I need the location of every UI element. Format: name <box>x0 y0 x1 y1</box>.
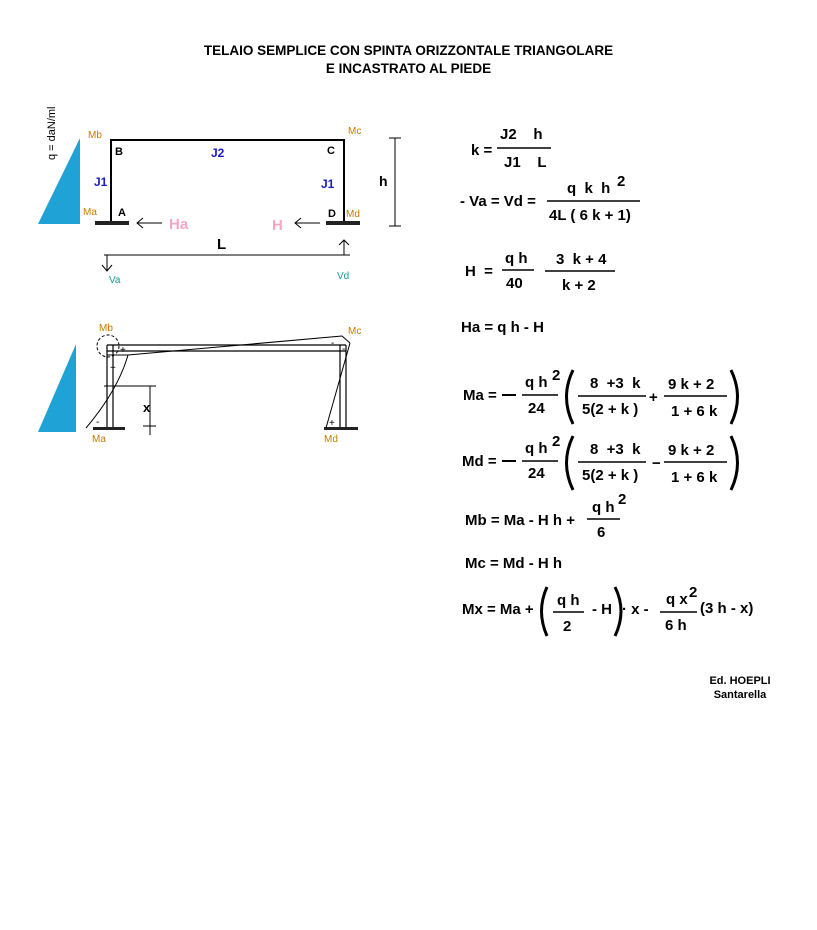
sign-minus-1: - <box>96 417 100 428</box>
formula-mb-num: q h <box>592 499 615 516</box>
label-ma: Ma <box>83 207 97 218</box>
formula-h-num2: 3 k + 4 <box>556 251 607 268</box>
label-va: Va <box>109 275 121 286</box>
formula-ma-f1num: 8 +3 k <box>590 375 641 392</box>
sign-plus-2: + <box>110 363 116 374</box>
credit-author: Santarella <box>713 689 767 701</box>
formula-h <box>465 250 615 294</box>
formula-mb-lhs: Mb = Ma - H h + <box>465 512 576 529</box>
formula-ma-op: + <box>649 389 658 406</box>
formula-k-lhs: k = <box>471 142 493 159</box>
formula-md-lhs: Md = <box>462 453 497 470</box>
formula-ma <box>463 367 738 424</box>
formula-mb-sup: 2 <box>618 491 627 508</box>
formula-va-lhs: - Va = Vd = <box>460 193 536 210</box>
node-c: C <box>327 145 335 157</box>
formula-mx <box>462 584 753 636</box>
formula-md-f2den: 1 + 6 k <box>671 469 718 486</box>
label-mc: Mc <box>348 126 362 137</box>
formula-mx-lhs: Mx = Ma + <box>462 601 534 618</box>
formula-ma-f1den: 5(2 + k ) <box>582 401 639 418</box>
credit-publisher: Ed. HOEPLI <box>709 675 771 687</box>
formula-md-f1den: 5(2 + k ) <box>582 467 639 484</box>
formula-k <box>471 126 551 171</box>
label-j2: J2 <box>211 146 225 160</box>
label-mb: Mb <box>88 130 102 141</box>
label-x: x <box>143 400 151 415</box>
load-label: q = daN/ml <box>46 106 58 160</box>
formula-va-num: q k h <box>567 180 611 197</box>
label-span: L <box>217 236 227 253</box>
sign-minus-2: - <box>331 338 335 349</box>
title-line-1: TELAIO SEMPLICE CON SPINTA ORIZZONTALE TRIANGOLARE <box>203 43 614 58</box>
formula-h-num1: q h <box>505 250 528 267</box>
formula-mc: Mc = Md - H h <box>465 555 563 572</box>
formula-ha: Ha = q h - H <box>461 319 544 336</box>
sign-minus-3: - <box>342 344 346 355</box>
formula-md-den: 24 <box>528 465 545 482</box>
formula-mx-num1: q h <box>557 592 580 609</box>
formula-md-f2num: 9 k + 2 <box>668 442 715 459</box>
sign-plus-1: + <box>120 345 126 356</box>
credit <box>690 674 790 702</box>
formula-md-num: q h <box>525 440 548 457</box>
formula-mb <box>465 491 626 541</box>
formula-ma-den: 24 <box>528 400 545 417</box>
formula-mb-den: 6 <box>597 524 606 541</box>
formula-mx-den2: 6 h <box>665 617 687 634</box>
formula-md <box>462 433 738 490</box>
node-a: A <box>118 207 126 219</box>
formula-mx-num2: q x <box>666 591 688 608</box>
label-j1-right: J1 <box>321 177 335 191</box>
sign-plus-3: + <box>329 418 335 429</box>
formula-ma-f2den: 1 + 6 k <box>671 403 718 420</box>
formula-mx-tail: (3 h - x) <box>700 600 754 617</box>
title-line-2: E INCASTRATO AL PIEDE <box>325 61 492 76</box>
formula-h-den2: k + 2 <box>562 277 596 294</box>
moment-mb: Mb <box>99 323 113 334</box>
moment-mc: Mc <box>348 326 362 337</box>
formula-mx-den1: 2 <box>563 618 572 635</box>
formula-va-sup: 2 <box>617 173 626 190</box>
formula-k-den: J1 L <box>504 154 547 171</box>
formula-ma-lhs: Ma = <box>463 387 497 404</box>
moment-md: Md <box>324 434 338 445</box>
label-ha: Ha <box>169 216 189 233</box>
formula-ma-num: q h <box>525 374 548 391</box>
formula-ma-f2num: 9 k + 2 <box>668 376 715 393</box>
formula-md-op: − <box>652 455 661 472</box>
label-h: h <box>379 173 388 189</box>
formula-mx-mid: - H <box>592 601 612 618</box>
formula-mx-dot: · x - <box>622 601 649 618</box>
label-h-force: H <box>272 217 283 234</box>
label-md: Md <box>346 209 360 220</box>
formula-h-lhs: H = <box>465 263 493 280</box>
formula-va-den: 4L ( 6 k + 1) <box>549 207 631 224</box>
formula-md-f1num: 8 +3 k <box>590 441 641 458</box>
label-vd: Vd <box>337 271 350 282</box>
formula-md-sup: 2 <box>552 433 561 450</box>
moment-ma: Ma <box>92 434 106 445</box>
formula-mx-sup: 2 <box>689 584 698 601</box>
formula-va <box>460 173 640 224</box>
formula-ma-sup: 2 <box>552 367 561 384</box>
formula-h-den1: 40 <box>506 275 523 292</box>
node-d: D <box>328 208 336 220</box>
label-j1-left: J1 <box>94 175 108 189</box>
formula-k-num: J2 h <box>500 126 543 143</box>
node-b: B <box>115 146 123 158</box>
